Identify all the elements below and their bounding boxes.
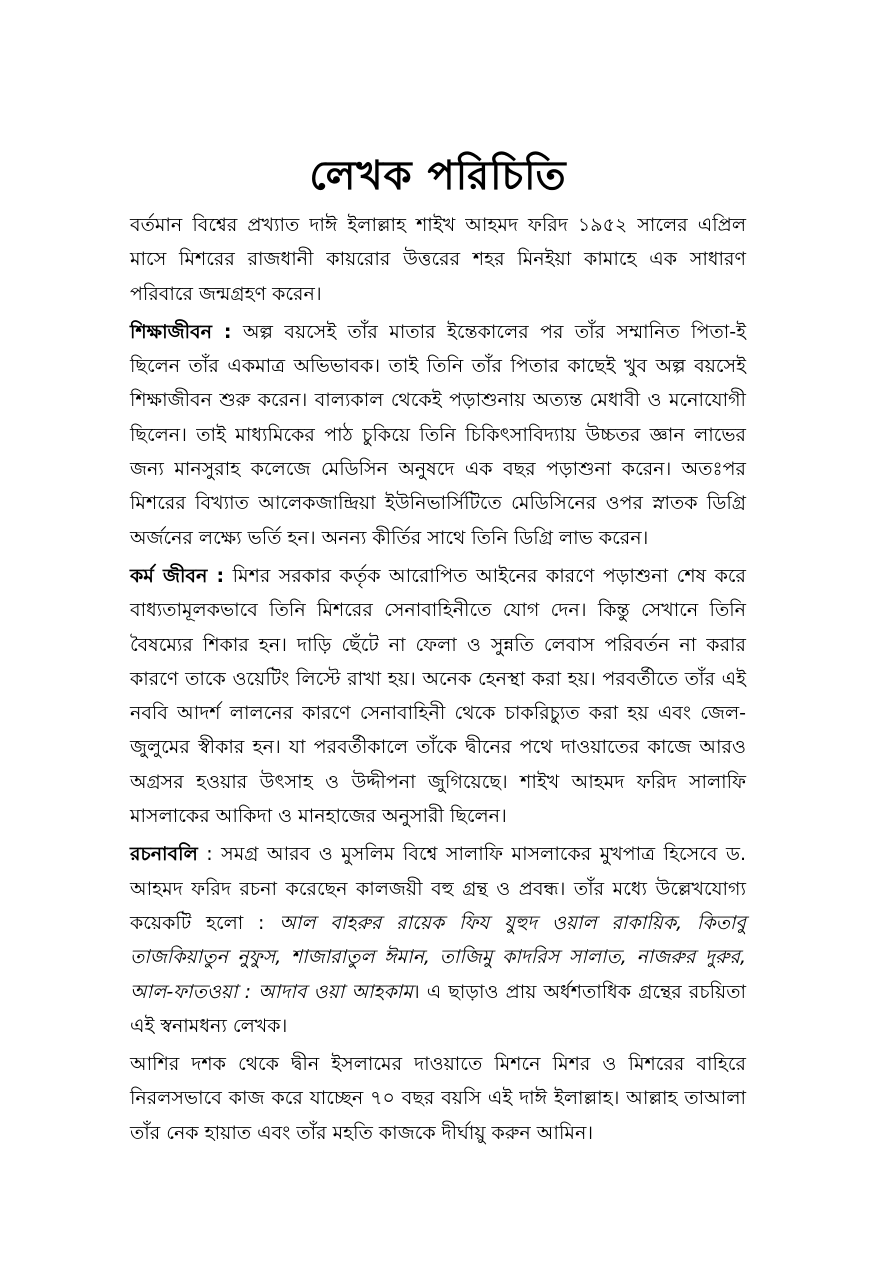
- career-text: মিশর সরকার কর্তৃক আরোপিত আইনের কারণে পড়াশুনা শেষ করে বাধ্যতামূলকভাবে তিনি মিশরের সেনাবাহিনীতে যোগ দেন। কিন্তু সেখানে তিনি বৈষম্যের শিকার হন। দাড়ি ছেঁটে না ফেলা ও সুন্নতি লেবাস পরিবর্তন না করার কারণে তাকে ওয়েটিং লিস্টে রাখা হয়। অনেক হেনস্থা করা হয়। পরবর্তীতে তাঁর এই নববি আদর্শ লালনের কারণে সেনাবাহিনী থেকে চাকরিচ্যুত করা হয় এবং জেল-জুলুমের স্বীকার হন। যা পরবর্তীকালে তাঁকে দ্বীনের পথে দাওয়াতের কাজে আরও অগ্রসর হওয়ার উৎসাহ ও উদ্দীপনা জুগিয়েছে। শাইখ আহমদ ফরিদ সালাফি মাসলাকের আকিদা ও মানহাজের অনুসারী ছিলেন।: [130, 564, 747, 828]
- works-paragraph: [130, 837, 746, 1043]
- page-title: লেখক পরিচিতি: [309, 153, 567, 199]
- works-book-titles: আল বাহরুর রায়েক ফিয যুহুদ ওয়াল রাকায়িক, কিতাবু তাজকিয়াতুন নুফুস, শাজারাতুল ঈমান, তাজিমু কাদরিস সালাত, নাজরুর দুরুর, আল-ফাতওয়া : আদাব ওয়া আহকাম: [130, 911, 746, 1003]
- closing-paragraph: আশির দশক থেকে দ্বীন ইসলামের দাওয়াতে মিশনে মিশর ও মিশরের বাহিরে নিরলসভাবে কাজ করে যাচ্ছেন ৭০ বছর বয়সি এই দাঈ ইলাল্লাহ। আল্লাহ তাআলা তাঁর নেক হায়াত এবং তাঁর মহতি কাজকে দীর্ঘায়ু করুন আমিন।: [130, 1053, 746, 1144]
- career-paragraph: [130, 559, 746, 833]
- career-heading: কর্ম জীবন :: [130, 564, 225, 587]
- works-text-1: : সমগ্র আরব ও মুসলিম বিশ্বে সালাফি মাসলাকের মুখপাত্র হিসেবে ড. আহমদ ফরিদ রচনা করেছেন কালজয়ী বহু গ্রন্থ ও প্রবন্ধ। তাঁর মধ্যে উল্লেখযোগ্য কয়েকটি হলো :: [130, 843, 746, 934]
- works-text-2: । এ ছাড়াও প্রায় অর্ধশতাধিক গ্রন্থের রচয়িতা এই স্বনামধন্য লেখক।: [130, 980, 746, 1037]
- education-heading: শিক্ষাজীবন :: [130, 320, 232, 343]
- education-paragraph: [130, 315, 746, 555]
- works-heading: রচনাবলি: [130, 843, 198, 866]
- education-text: অল্প বয়সেই তাঁর মাতার ইন্তেকালের পর তাঁর সম্মানিত পিতা-ই ছিলেন তাঁর একমাত্র অভিভাবক। তাই তিনি তাঁর পিতার কাছেই খুব অল্প বয়সেই শিক্ষাজীবন শুরু করেন। বাল্যকাল থেকেই পড়াশুনায় অত্যন্ত মেধাবী ও মনোযোগী ছিলেন। তাই মাধ্যমিকের পাঠ চুকিয়ে তিনি চিকিৎসাবিদ্যায় উচ্চতর জ্ঞান লাভের জন্য মানসুরাহ কলেজে মেডিসিন অনুষদে এক বছর পড়াশুনা করেন। অতঃপর মিশরের বিখ্যাত আলেকজান্দ্রিয়া ইউনিভার্সিটিতে মেডিসিনের ওপর স্নাতক ডিগ্রি অর্জনের লক্ষ্যে ভর্তি হন। অনন্য কীর্তির সাথে তিনি ডিগ্রি লাভ করেন।: [130, 320, 746, 549]
- intro-paragraph: বর্তমান বিশ্বের প্রখ্যাত দাঈ ইলাল্লাহ শাইখ আহমদ ফরিদ ১৯৫২ সালের এপ্রিল মাসে মিশরের রাজধানী কায়রোর উত্তরের শহর মিনইয়া কামাহে এক সাধারণ পরিবারে জন্মগ্রহণ করেন।: [130, 214, 746, 305]
- page-content: [130, 150, 746, 1154]
